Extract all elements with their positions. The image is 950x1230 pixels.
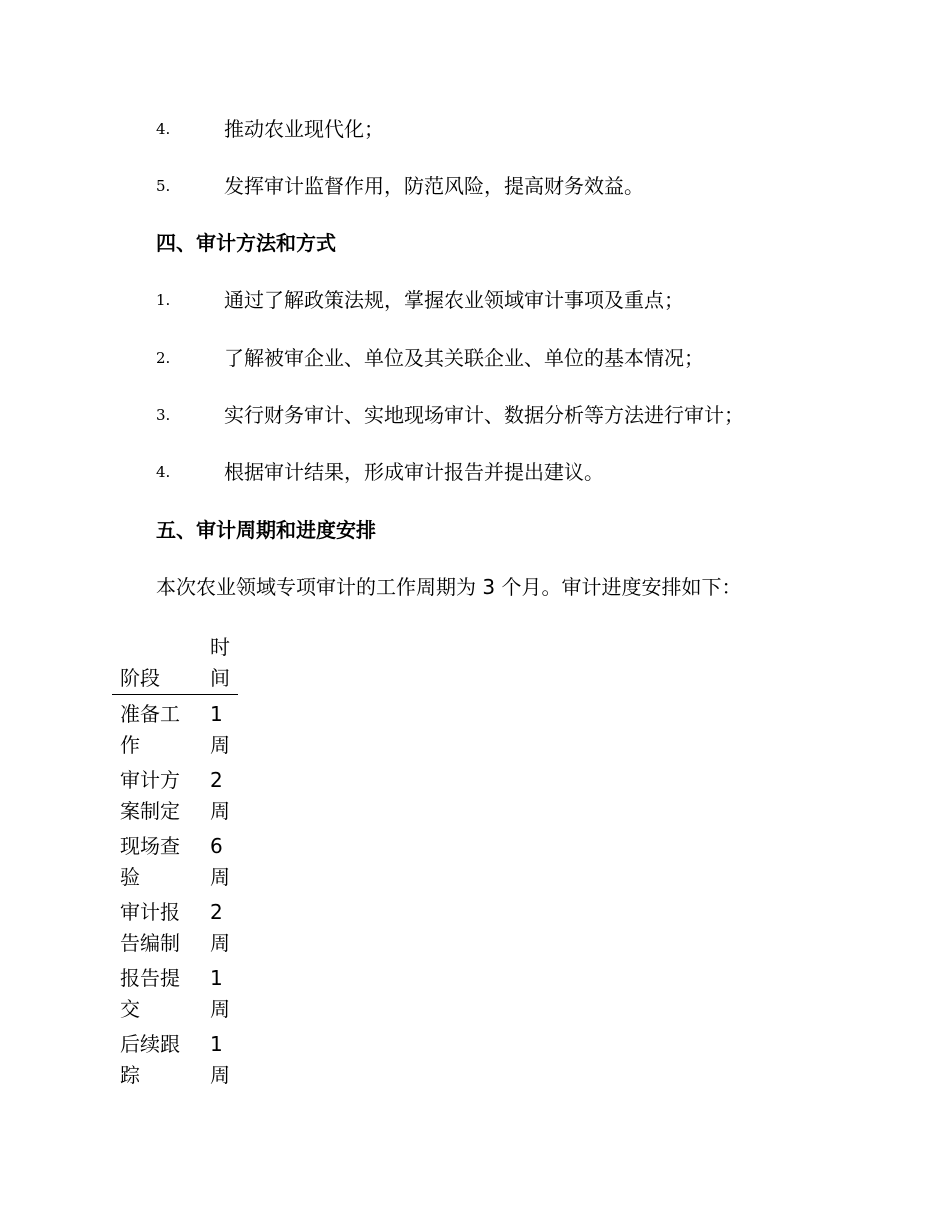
list-item-number: 5.: [156, 177, 171, 195]
list-item-number: 4.: [156, 463, 171, 481]
duration-cell: 2 周: [210, 900, 230, 955]
table-row: [112, 763, 238, 829]
list-item-number: 2.: [156, 349, 171, 367]
table-header-row: [112, 632, 238, 695]
table-row: [112, 1027, 238, 1093]
schedule-table: [112, 632, 238, 1093]
section-heading-methods: 四、审计方法和方式: [156, 231, 336, 255]
duration-cell: 1 周: [210, 966, 230, 1021]
duration-cell: 1 周: [210, 702, 230, 757]
column-header-stage: 阶段: [112, 632, 202, 695]
list-item-number: 4.: [156, 120, 171, 138]
duration-cell: 2 周: [210, 768, 230, 823]
table-row: [112, 961, 238, 1027]
list-item-text: 推动农业现代化；: [224, 117, 384, 141]
stage-cell: 审计报告编制: [120, 900, 180, 955]
stage-cell: 准备工作: [120, 702, 180, 757]
section-heading-schedule: 五、审计周期和进度安排: [156, 518, 376, 542]
list-item-text: 实行财务审计、实地现场审计、数据分析等方法进行审计；: [224, 403, 744, 427]
list-item-text: 通过了解政策法规，掌握农业领域审计事项及重点；: [224, 288, 684, 312]
stage-cell: 现场查验: [120, 834, 180, 889]
list-item-text: 发挥审计监督作用，防范风险，提高财务效益。: [224, 174, 644, 198]
schedule-intro-paragraph: 本次农业领域专项审计的工作周期为 3 个月。审计进度安排如下：: [156, 575, 742, 599]
table-row: [112, 695, 238, 764]
stage-cell: 报告提交: [120, 966, 180, 1021]
list-item-number: 1.: [156, 291, 171, 309]
stage-cell: 后续跟踪: [120, 1032, 180, 1087]
stage-cell: 审计方案制定: [120, 768, 180, 823]
table-row: [112, 895, 238, 961]
duration-cell: 1 周: [210, 1032, 230, 1087]
duration-cell: 6 周: [210, 834, 230, 889]
list-item-number: 3.: [156, 406, 171, 424]
column-header-duration: 时间: [202, 632, 238, 695]
table-row: [112, 829, 238, 895]
list-item-text: 根据审计结果，形成审计报告并提出建议。: [224, 460, 604, 484]
list-item-text: 了解被审企业、单位及其关联企业、单位的基本情况；: [224, 346, 704, 370]
